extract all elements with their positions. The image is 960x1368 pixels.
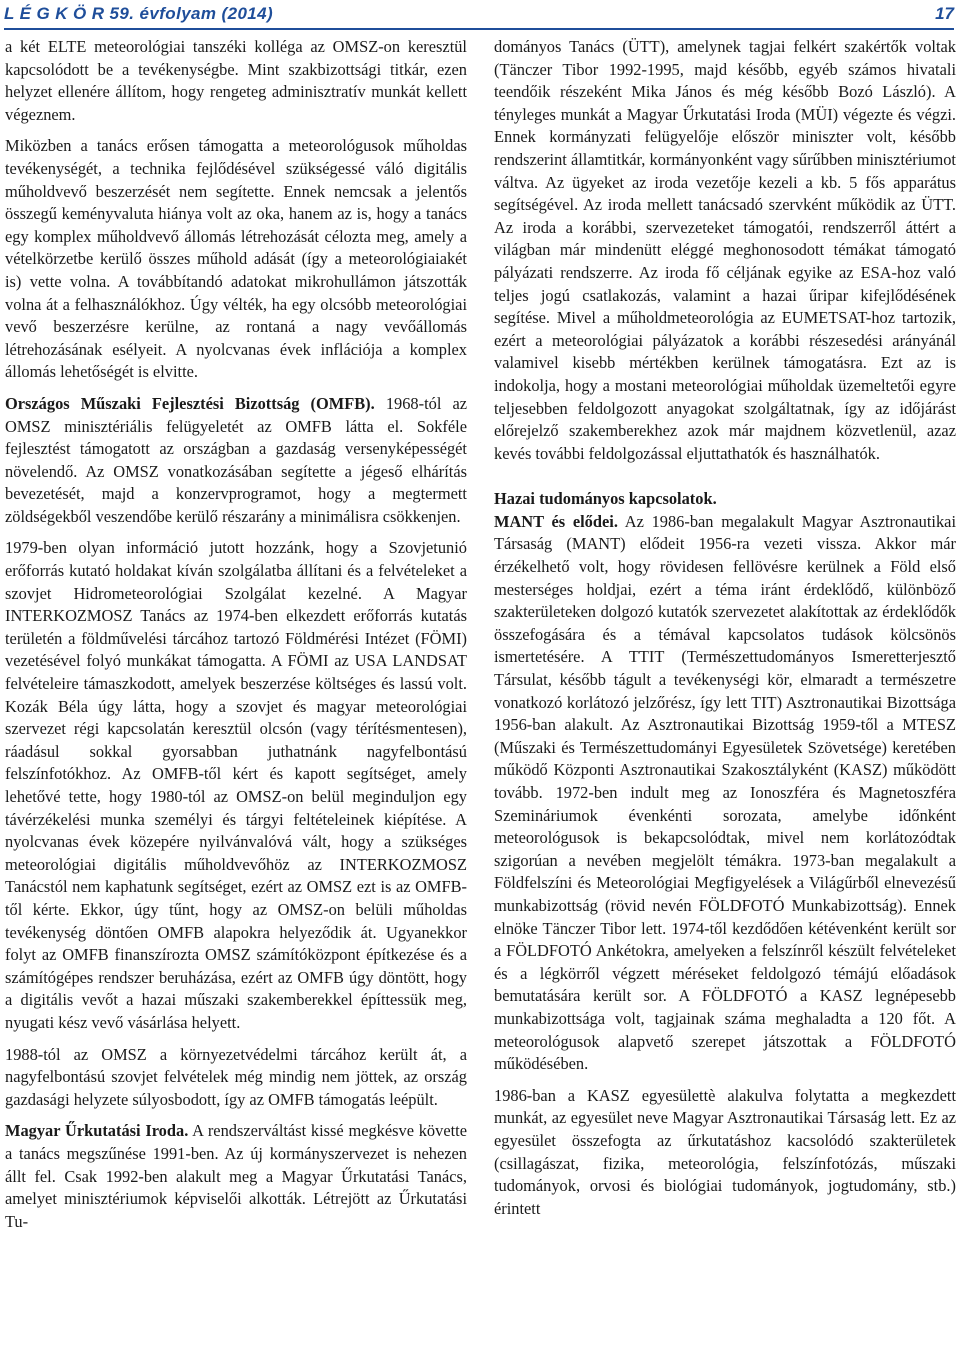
- right-column: [494, 36, 956, 1220]
- paragraph: 1979-ben olyan információ jutott hozzánk, hogy a Szovjetunió erőforrás kutató holdakat kíván szolgálatba állítani és a felvételeket a szovjet Hidrometeorológiai Szolgálat kezelné. A Magyar INTERKOZMOSZ Tanács az 1974-ben elkezdett erőforrás kutatás területén a földművelési tárcához tartozó Földmérési Intézet (FÖMI) vezetésével folyó munkákat támogatta. A FÖMI az USA LANDSAT felvételeire támaszkodott, amelyek beszerzése költséges és lassú volt. Kozák Béla úgy látta, hogy a szovjet és magyar meteorológiai szervezet régi kapcsolatán keresztül olcsón (vagy térítésmentesen), ráadásul sokkal gyorsabban juthatnánk nagyfelbontású felszínfotókhoz. Az OMFB-től kért és kapott segítséget, amely lehetővé tette, hogy 1980-tól az OMSZ-on belül meginduljon egy távérzékelési munka személyi és tárgyi feltételeinek kiépítése. A nyolcvanas évek közepére nyilvánvalóvá vált, hogy a szükséges meteorológiai digitális műholdvevőhöz az INTERKOZMOSZ Tanácstól nem kaphatunk segítséget, ezért az OMSZ ezt is az OMFB-től kérte. Ekkor, úgy tűnt, hogy az OMSZ-on belüli műholdas tevékenység döntően OMFB alapokra helyeződik át. Ugyanekkor folyt az OMFB finanszírozta OMSZ számítóközpont építkezése és a számítógépes rendszer beruházása, ezért az OMFB úgy döntött, hogy a digitális vevőt a hazai műszaki szakemberekkel építtessük meg, nyugati kész vevő vásárlása helyett.: [5, 538, 467, 1032]
- left-column: [5, 36, 467, 1233]
- paragraph: 1986-ban a KASZ egyesülettè alakulva folytatta a megkezdett munkát, az egyesület neve Magyar Asztronautikai Társaság lett. Ez az egyesület összefogta az űrkutatáshoz kacsolódó szakterületek (csillagászat, fizika, meteorológia, felszínfotózás, műszaki tudományok, orvosi és biológiai tudományok, jogtudomány, stb.) érintett: [494, 1085, 956, 1218]
- section-heading-omfb: Országos Műszaki Fejlesztési Bizottság (OMFB).: [5, 393, 375, 413]
- journal-title: L É G K Ö R 59. évfolyam (2014): [4, 4, 274, 23]
- paragraph: 1988-tól az OMSZ a környezetvédelmi tárcához került át, a nagyfelbontású szovjet felvételek még mindig nem jöttek, az ország gazdasági helyzete súlyosbodott, így az OMFB támogatás leépült.: [5, 1044, 467, 1109]
- page-header: [4, 4, 954, 30]
- paragraph-text: Az 1986-ban megalakult Magyar Asztronautikai Társaság (MANT) elődeit 1956-ra vezeti vissza. Akkor már érzékelhető volt, hogy rövidesen fellövésre kerülnek a Föld első mesterséges holdjai, ezért a téma iránt érdeklődő, különböző szakterületeken dolgozó kutatók szervezetet alakítottak az érdeklődők összefogására és a témával kapcsolatos tudások kölcsönös ismertetésére. A TTIT (Természettudományos Ismeretterjesztő Társulat, később tágult a tevékenységi kör, elmaradt a természetre vonatkozó korlátozó jelzőrész, így lett TIT) Asztronautikai Bizottsága 1956-ban alakult. Az Asztronautikai Bizottság 1959-től a MTESZ (Műszaki és Természettudományi Egyesületek Szövetsége) keretében működő Központi Asztronautikai Szakosztályként (KASZ) működött tovább. 1972-ben indult meg az Ionoszféra és Magnetoszféra Szemináriumok évenkénti sorozata, amelybe időnként meteorológusok is bekapcsolódtak, mivel nem korlátozódtak szigorúan a nevében megjelölt témákra. 1973-ban megalakult a Földfelszíni és Meteorológiai Megfigyelések a Világűrből elnevezésű munkabizottság (rövid nevén FÖLDFOTÓ Munkabizottság). Ennek elnöke Tänczer Tibor lett. 1974-től kezdődően kétévenként került sor a FÖLDFOTÓ Ankétokra, amelyeken a felszínről készült felvételeket és a légkörről végzett méréseket feldolgozó témájú előadások bemutatására került sor. A FÖLDFOTÓ a KASZ legnépesebb munkabizottsága volt, tagjainak száma meghaladta a 120 főt. A meteorológusok alapvető szerepet játszottak a FÖLDFOTÓ működésében.: [494, 511, 956, 1074]
- paragraph-mant: [494, 511, 956, 1076]
- paragraph-muti: [5, 1120, 467, 1233]
- section-heading-hazai: [494, 488, 956, 511]
- paragraph-omfb: [5, 393, 467, 529]
- subsection-heading-mant: MANT és elődei.: [494, 511, 618, 531]
- page-number: 17: [935, 4, 954, 23]
- paragraph: dományos Tanács (ÜTT), amelynek tagjai felkért szakértők voltak (Tänczer Tibor 1992-1995, majd később, egyéb számos hivatali teendőik részeként Mika János és még később Bozó László). A tényleges munkát a Magyar Űrkutatási Iroda (MÜI) végezte és végzi. Ennek kormányzati felügyelője először miniszter volt, később rendszerint államtitkár, kormányonként vagy sűrűbben minisztériumot váltva. Az ügyeket az iroda vezetője kezeli a kb. 5 fős apparátus segítségével. Az iroda mellett tanácsadó szervként működik az ÜTT. Az iroda a korábbi, szervezeteket támogatói, rendszerről áttért a világban már mindenütt eléggé meghonosodott témákat támogató pályázati rendszerre. Az iroda fő céljának egyike az ESA-hoz való teljes jogú csatlakozás, valamint a hazai űripar kifejlődésének segítése. Mivel a műholdmeteorológia az EUMETSAT-hoz tartozik, ezért a meteorológiai pályázatok a korábbi részesedési arányánál valamivel kisebb mértékben kerülnek támogatásra. Ezt az is indokolja, hogy a mostani meteorológiai műholdak üzemeltetői egyre teljesebben feldolgozott anyagokat szolgáltatnak, így az időjárást előrejelző szakemberekhez azok már majdnem közvetlenül, azaz kevés további feldolgozással eljuttathatók és használhatók.: [494, 37, 956, 463]
- paragraph: a két ELTE meteorológiai tanszéki kolléga az OMSZ-on keresztül kapcsolódott be a tevékenységbe. Mint szakbizottsági titkár, ezen helyzet ellenére állítom, hogy rengeteg adminisztratív munkát kellett végeznem.: [5, 37, 467, 124]
- paragraph: Miközben a tanács erősen támogatta a meteorológusok műholdas tevékenységét, a technika fejlődésével szükségessé váló digitális műholdvevő beszerzését nem segítette. Ennek nemcsak a jelentős összegű keményvaluta hiánya volt az oka, hanem az is, hogy a tanács egy komplex műholdvevő állomás létrehozását célozta meg, amely a vételkörzetbe kerülő összes műhold adását (így a meteorológiaiakét is) vette volna. A továbbítandó adatokat mikrohullámon játszották volna át a felhasználókhoz. Úgy vélték, ha egy olcsóbb meteorológiai vevő beszerzésre kerülne, az rontaná a nagy vevőállomás létrehozásának esélyeit. A nyolcvanas évek inflációja a komplex állomás lehetőségét is elvitte.: [5, 136, 467, 382]
- spacer: [494, 474, 956, 488]
- section-heading: Hazai tudományos kapcsolatok.: [494, 489, 717, 509]
- paragraph-text: A rendszerváltást kissé megkésve követte a tanács megszűnése 1991-ben. Az új kormányszervezet is nehezen állt fel. Csak 1992-ben alakult meg a Magyar Űrkutatási Tanács, amelyet minisztériumok képviselői alkották. Létrejött az Űrkutatási Tu-: [5, 1121, 467, 1231]
- paragraph-text: 1968-tól az OMSZ minisztériális felügyeletét az OMFB látta el. Sokféle fejlesztést támogatott az országban a gazdaság versenyképességét növelendő. Az OMSZ vonatkozásában segítette a jégeső elhárítás bevezetését, majd a konzervprogramot, hogy a megtermett zöldségekből veszendőbe kerülő részarány a minimálisra csökkenjen.: [5, 393, 467, 526]
- section-heading-muti: Magyar Űrkutatási Iroda.: [5, 1121, 189, 1141]
